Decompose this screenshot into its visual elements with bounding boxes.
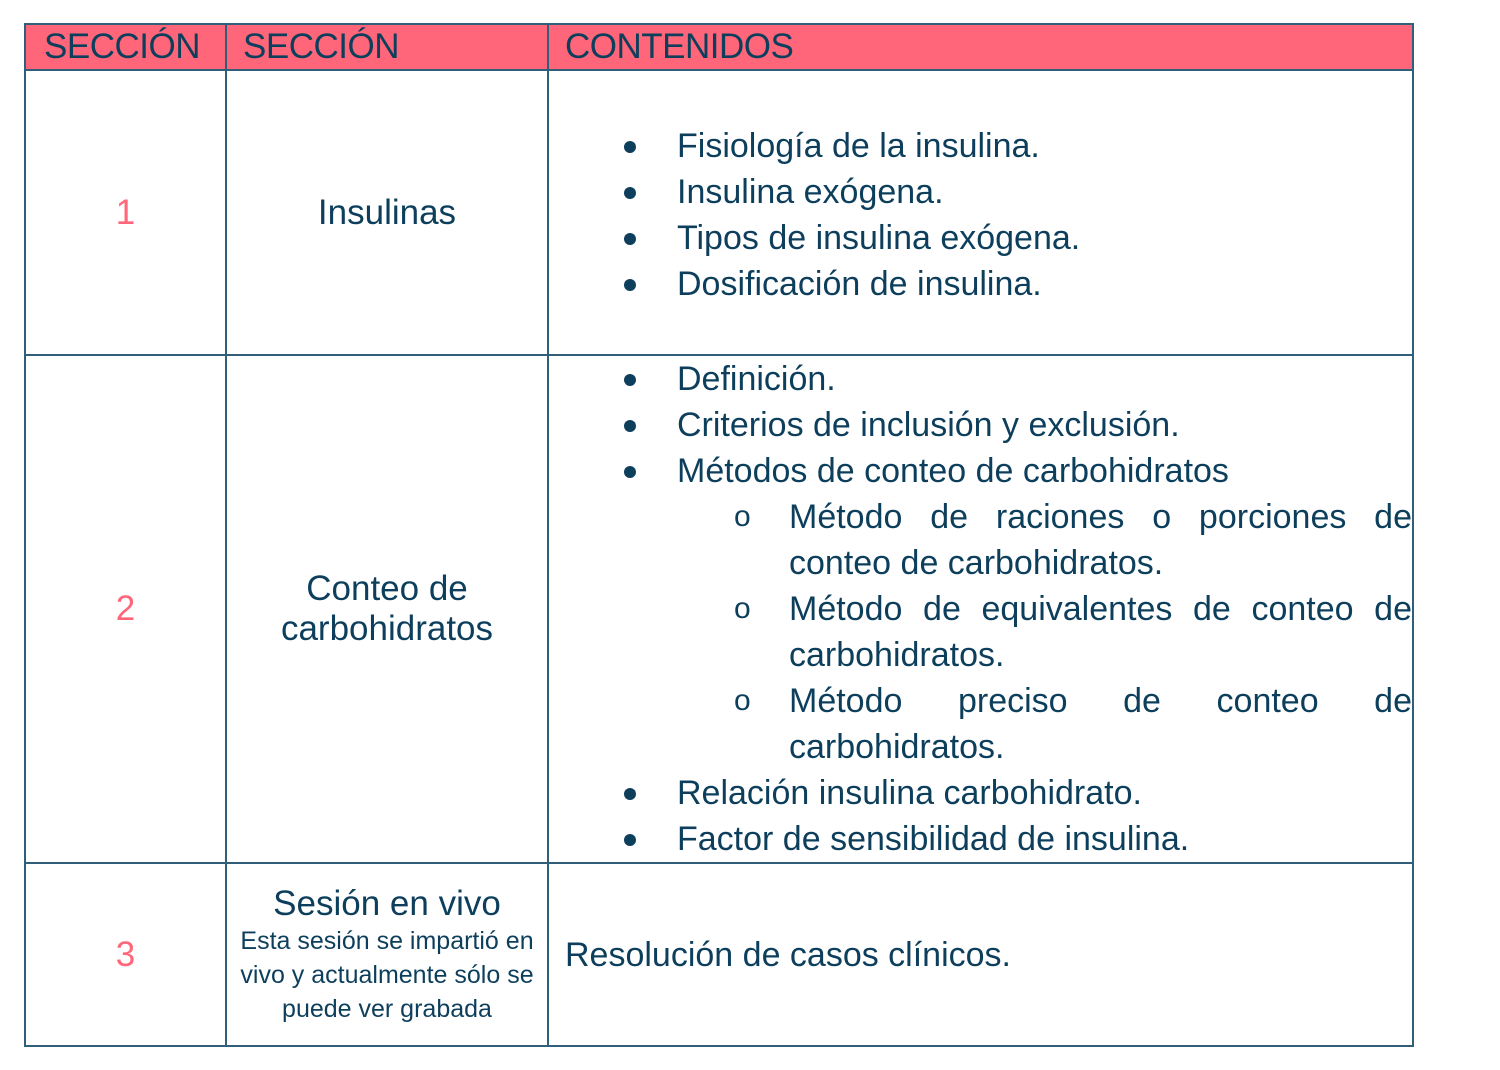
row-contents bbox=[548, 863, 1413, 1046]
sub-list bbox=[549, 494, 1412, 770]
section-title-line: carbohidratos bbox=[280, 609, 494, 648]
list-item-text: Métodos de conteo de carbohidratos bbox=[677, 452, 1229, 490]
list-item: Criterios de inclusión y exclusión. bbox=[549, 402, 1394, 448]
section-title: Sesión en vivo bbox=[273, 883, 501, 923]
sub-list-item: o Método preciso de conteo de carbohidratos. bbox=[549, 678, 1412, 770]
list-item: Factor de sensibilidad de insulina. bbox=[549, 816, 1394, 862]
sub-list-item: o Método de raciones o porciones de conteo de carbohidratos. bbox=[549, 494, 1412, 586]
table-header-row bbox=[25, 24, 1413, 70]
list-item: Relación insulina carbohidrato. bbox=[549, 770, 1394, 816]
row-contents bbox=[548, 355, 1413, 863]
content-list bbox=[549, 119, 1412, 307]
section-title-line: Conteo de bbox=[306, 569, 468, 608]
list-item: Definición. bbox=[549, 356, 1394, 402]
row-section-title bbox=[226, 863, 548, 1046]
list-item: Insulina exógena. bbox=[549, 169, 1394, 215]
table-row bbox=[25, 70, 1413, 355]
table-row bbox=[25, 863, 1413, 1046]
content-text: Resolución de casos clínicos. bbox=[565, 935, 1012, 974]
header-section-number: SECCIÓN bbox=[25, 24, 226, 70]
row-section-title: Insulinas bbox=[226, 70, 548, 355]
content-list bbox=[549, 770, 1412, 862]
syllabus-table bbox=[24, 23, 1414, 1047]
row-contents bbox=[548, 70, 1413, 355]
table-row bbox=[25, 355, 1413, 863]
list-item: Dosificación de insulina. bbox=[549, 261, 1394, 307]
list-item: Fisiología de la insulina. bbox=[549, 123, 1394, 169]
content-list bbox=[549, 356, 1412, 494]
row-number: 3 bbox=[25, 863, 226, 1046]
header-contents: CONTENIDOS bbox=[548, 24, 1413, 70]
row-number: 2 bbox=[25, 355, 226, 863]
row-number: 1 bbox=[25, 70, 226, 355]
list-item: Tipos de insulina exógena. bbox=[549, 215, 1394, 261]
list-item bbox=[549, 448, 1394, 494]
header-section-name: SECCIÓN bbox=[226, 24, 548, 70]
row-section-title bbox=[226, 355, 548, 863]
sub-list-item: o Método de equivalentes de conteo de carbohidratos. bbox=[549, 586, 1412, 678]
section-note: Esta sesión se impartió en vivo y actualmente sólo se puede ver grabada bbox=[240, 926, 534, 1023]
